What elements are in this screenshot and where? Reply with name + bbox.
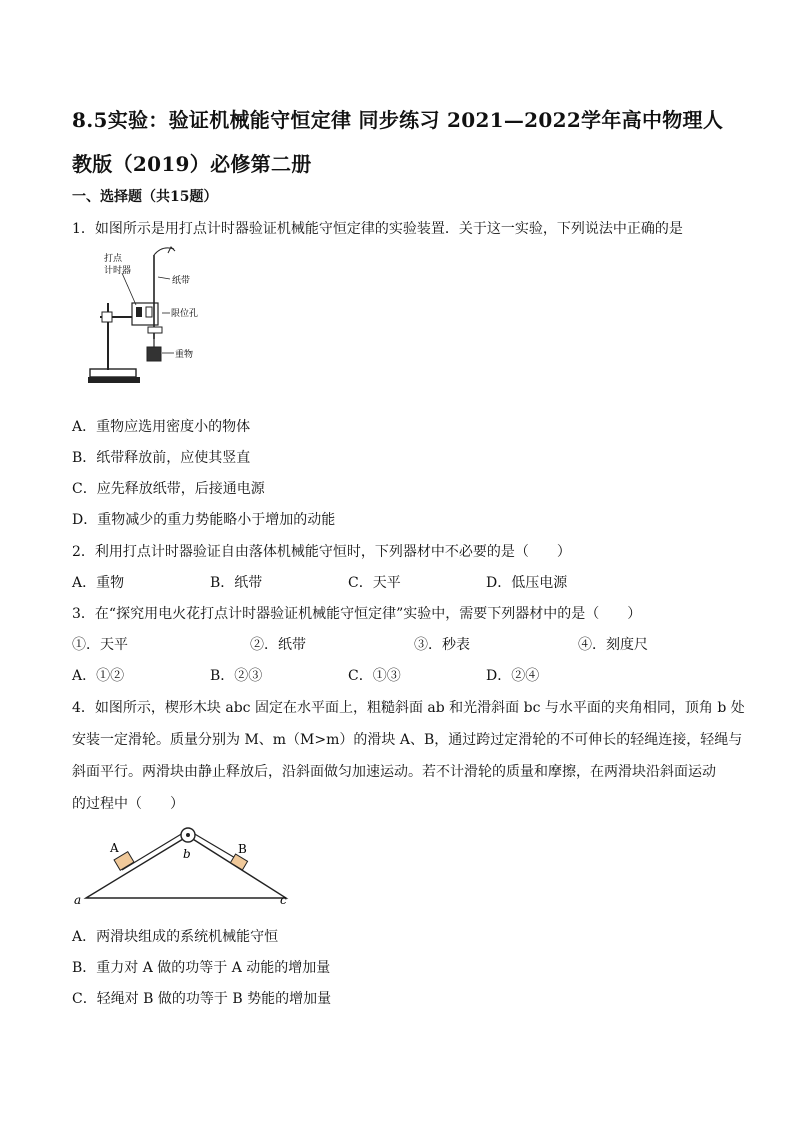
q2-option-b: B．纸带 — [210, 575, 263, 591]
q1-option-c: C．应先释放纸带，后接通电源 — [72, 481, 265, 497]
q4-stem-line2: 安装一定滑轮。质量分别为 M、m（M>m）的滑块 A、B，通过跨过定滑轮的不可伸长的轻绳连接，轻绳与 — [72, 732, 743, 748]
q3-item-1: ①．天平 — [72, 637, 128, 653]
q1-option-d: D．重物减少的重力势能略小于增加的动能 — [72, 512, 336, 528]
q4-stem-line3: 斜面平行。两滑块由静止释放后，沿斜面做匀加速运动。若不计滑轮的质量和摩擦，在两滑块沿斜面运动 — [72, 764, 716, 780]
q1-label-timer-2: 计时器 — [104, 266, 132, 276]
q1-option-b: B．纸带释放前，应使其竖直 — [72, 450, 251, 466]
q2-option-c: C．天平 — [348, 575, 401, 591]
q4-option-b: B．重力对 A 做的功等于 A 动能的增加量 — [72, 960, 331, 976]
q3-option-d: D．②④ — [486, 668, 540, 684]
q3-item-3: ③．秒表 — [414, 637, 470, 653]
q4-label-B: B — [238, 842, 247, 856]
q1-option-a: A．重物应选用密度小的物体 — [72, 419, 251, 435]
q3-item-2: ②．纸带 — [250, 637, 306, 653]
q3-option-b: B．②③ — [210, 668, 263, 684]
q1-apparatus-figure — [88, 243, 218, 403]
q4-stem-line1: 4．如图所示，楔形木块 abc 固定在水平面上，粗糙斜面 ab 和光滑斜面 bc 与水平面的夹角相同，顶角 b 处 — [72, 700, 745, 716]
q4-label-b: b — [183, 847, 191, 861]
q4-label-A: A — [110, 841, 119, 855]
q1-label-weight: 重物 — [175, 350, 194, 360]
q4-label-a: a — [74, 893, 82, 907]
q1-stem: 1．如图所示是用打点计时器验证机械能守恒定律的实验装置．关于这一实验，下列说法中正确的是 — [72, 221, 683, 237]
q4-label-c: c — [280, 893, 287, 907]
q4-option-a: A．两滑块组成的系统机械能守恒 — [72, 929, 279, 945]
section-heading: 一、选择题（共15题） — [72, 189, 218, 205]
page-title-line2: 教版（2019）必修第二册 — [72, 152, 312, 176]
q1-label-clip: 限位孔 — [171, 309, 199, 319]
q4-stem-line4: 的过程中（ ） — [72, 796, 184, 812]
q3-option-c: C．①③ — [348, 668, 401, 684]
q2-option-a: A．重物 — [72, 575, 125, 591]
q4-wedge-figure — [70, 822, 296, 910]
q3-option-a: A．①② — [72, 668, 125, 684]
page-title-line1: 8.5实验：验证机械能守恒定律 同步练习 2021—2022学年高中物理人 — [72, 108, 724, 132]
q1-label-timer-1: 打点 — [104, 254, 123, 264]
q2-option-d: D．低压电源 — [486, 575, 568, 591]
q2-stem: 2．利用打点计时器验证自由落体机械能守恒时，下列器材中不必要的是（ ） — [72, 544, 571, 560]
q3-stem: 3．在“探究用电火花打点计时器验证机械能守恒定律”实验中，需要下列器材中的是（ ） — [72, 606, 642, 622]
q4-option-c: C．轻绳对 B 做的功等于 B 势能的增加量 — [72, 991, 332, 1007]
q3-item-4: ④．刻度尺 — [578, 637, 648, 653]
q1-label-tape: 纸带 — [172, 276, 191, 286]
